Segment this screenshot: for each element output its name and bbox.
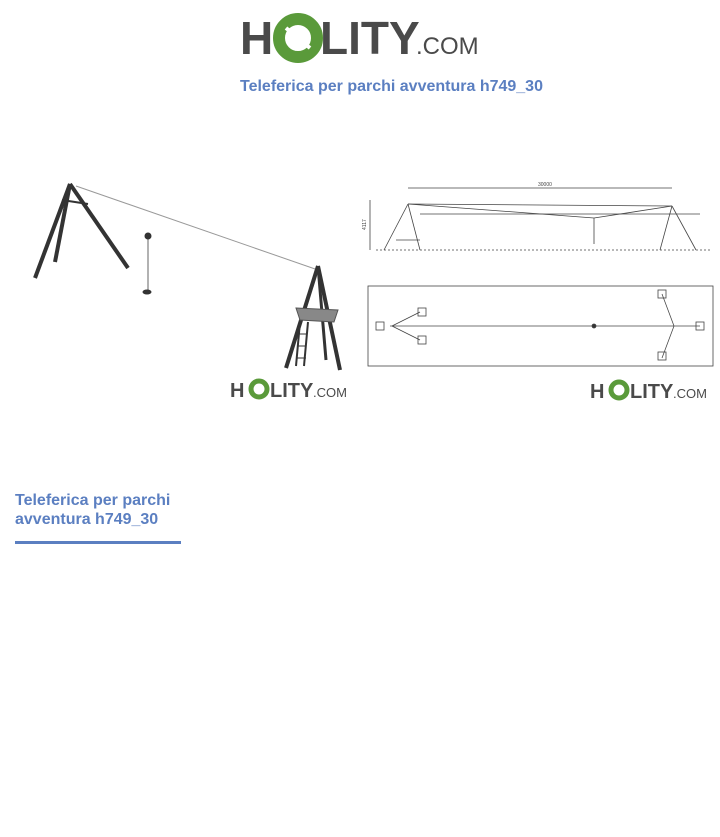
technical-drawing (362, 182, 713, 366)
svg-text:LITY: LITY (270, 380, 314, 402)
product-heading: Teleferica per parchi avventura h749_30 (15, 492, 171, 528)
product-image[interactable] (0, 170, 720, 415)
svg-text:4117: 4117 (362, 219, 368, 230)
page-title: Teleferica per parchi avventura h749_30 (240, 78, 543, 95)
logo-domain: .COM (416, 33, 479, 60)
zip-line-render (35, 184, 340, 370)
logo-suffix: LITY (320, 12, 420, 64)
heading-underline (15, 541, 181, 544)
green-ring-icon (279, 19, 317, 57)
watermark-right (590, 381, 707, 403)
svg-text:30000: 30000 (538, 182, 552, 188)
watermark-left (230, 380, 347, 402)
svg-text:.COM: .COM (673, 386, 707, 401)
svg-text:H: H (230, 380, 245, 402)
svg-text:LITY: LITY (630, 381, 674, 403)
svg-text:H: H (590, 381, 605, 403)
logo-prefix: H (240, 12, 274, 64)
svg-text:.COM: .COM (313, 385, 347, 400)
holity-logo[interactable] (240, 10, 500, 66)
